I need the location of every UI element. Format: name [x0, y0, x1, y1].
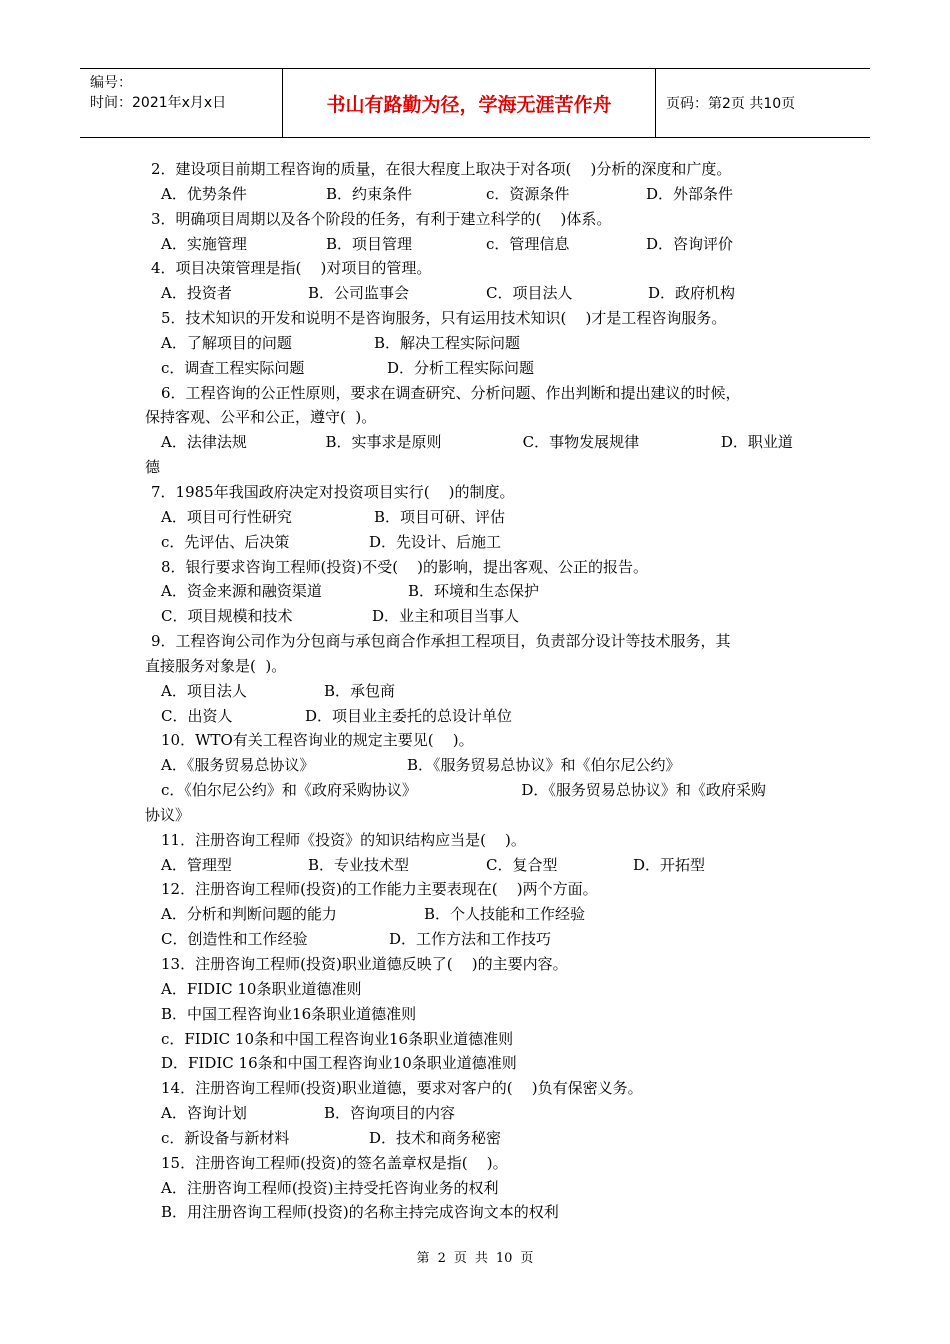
option-item: C．项目规模和技术: [161, 607, 293, 626]
option-item: D．业主和项目当事人: [372, 607, 520, 626]
question-text: 14．注册咨询工程师(投资)职业道德，要求对客户的( )负有保密义务。: [161, 1079, 643, 1098]
option-row: [145, 232, 810, 257]
option-item: B．环境和生态保护: [408, 582, 540, 601]
option-item: B．项目管理: [326, 234, 413, 253]
option-row: [145, 853, 810, 878]
option-row: [145, 1176, 810, 1201]
option-row: [145, 331, 810, 356]
option-item: D．工作方法和工作技巧: [389, 930, 552, 949]
option-row: [145, 1126, 810, 1151]
option-item: D．职业道: [720, 433, 793, 452]
question-text: 3．明确项目周期以及各个阶段的任务，有利于建立科学的( )体系。: [151, 209, 612, 228]
option-row: [145, 977, 810, 1002]
option-row: [145, 1027, 810, 1052]
option-item: A．投资者: [161, 284, 232, 303]
page-header: [80, 68, 870, 138]
question-text: 12．注册咨询工程师(投资)的工作能力主要表现在( )两个方面。: [161, 880, 598, 899]
option-row: [145, 604, 810, 629]
option-item: D．开拓型: [633, 855, 706, 874]
option-item: C．复合型: [486, 855, 558, 874]
option-row: [145, 505, 810, 530]
option-item: C．创造性和工作经验: [161, 930, 308, 949]
option-item: B．个人技能和工作经验: [424, 905, 586, 924]
doc-code-label: 编号：: [90, 75, 132, 91]
header-motto: [283, 69, 656, 137]
option-item: A．咨询计划: [161, 1104, 247, 1123]
option-row: [145, 356, 810, 381]
question-text: 7．1985年我国政府决定对投资项目实行( )的制度。: [151, 482, 515, 501]
option-item: c．调查工程实际问题: [161, 358, 305, 377]
option-item: B．实事求是原则: [325, 433, 442, 452]
option-item: B．中国工程咨询业16条职业道德准则: [161, 1004, 417, 1023]
option-row: [145, 182, 810, 207]
option-item: c．新设备与新材料: [161, 1128, 290, 1147]
option-row: [145, 1051, 810, 1076]
option-row: [145, 1101, 810, 1126]
option-row: [145, 281, 810, 306]
option-item: D．技术和商务秘密: [369, 1128, 502, 1147]
option-item: D．FIDIC 16条和中国工程咨询业10条职业道德准则: [161, 1054, 517, 1073]
option-item: C．出资人: [161, 706, 233, 725]
question-text: 11．注册咨询工程师《投资》的知识结构应当是( )。: [161, 830, 526, 849]
option-item: D．政府机构: [648, 284, 736, 303]
option-item: A．优势条件: [161, 184, 247, 203]
header-page-info: [656, 69, 870, 137]
option-item: C．事物发展规律: [522, 433, 640, 452]
question-continuation: 保持客观、公平和公正，遵守( )。: [145, 408, 377, 427]
header-meta: [80, 69, 283, 137]
footer-ye2: 页: [520, 1251, 534, 1266]
option-item: B．公司监事会: [308, 284, 410, 303]
option-row: [145, 679, 810, 704]
option-row: [145, 430, 810, 455]
option-item: A．法律法规: [161, 433, 247, 452]
question-text: 2．建设项目前期工程咨询的质量，在很大程度上取决于对各项( )分析的深度和广度。: [151, 160, 732, 178]
page-footer: [0, 1247, 950, 1266]
footer-ye: 页: [453, 1251, 467, 1266]
question-continuation: 直接服务对象是( )。: [145, 656, 287, 675]
option-row: [145, 778, 810, 803]
option-item: A．实施管理: [161, 234, 247, 253]
question-text: 5．技术知识的开发和说明不是咨询服务，只有运用技术知识( )才是工程咨询服务。: [161, 309, 727, 328]
option-row: [145, 902, 810, 927]
option-item: B．解决工程实际问题: [374, 333, 521, 352]
option-item: C．项目法人: [486, 284, 573, 303]
option-item: A．项目可行性研究: [161, 507, 292, 526]
option-item: c．FIDIC 10条和中国工程咨询业16条职业道德准则: [161, 1029, 514, 1048]
option-item: A．资金来源和融资渠道: [161, 582, 322, 601]
option-item: B．约束条件: [326, 184, 413, 203]
option-row: [145, 1200, 810, 1225]
question-text: 15．注册咨询工程师(投资)的签名盖章权是指( )。: [161, 1153, 508, 1172]
option-item: D．项目业主委托的总设计单位: [305, 706, 513, 725]
option-row: [145, 1002, 810, 1027]
option-item: B．项目可研、评估: [374, 507, 506, 526]
question-text: 6．工程咨询的公正性原则，要求在调查研究、分析问题、作出判断和提出建议的时候，: [161, 383, 741, 402]
footer-di: 第: [416, 1251, 430, 1266]
option-row: [145, 927, 810, 952]
footer-total: 10: [495, 1251, 513, 1266]
option-item: A．FIDIC 10条职业道德准则: [161, 979, 362, 998]
motto-text: 书山有路勤为径，学海无涯苦作舟: [326, 93, 612, 116]
option-item: B．《服务贸易总协议》和《伯尔尼公约》: [407, 756, 681, 775]
option-item: c．《伯尔尼公约》和《政府采购协议》: [161, 781, 417, 800]
question-text: 4．项目决策管理是指( )对项目的管理。: [151, 259, 432, 278]
question-text: 10．WTO有关工程咨询业的规定主要见( )。: [161, 731, 474, 750]
option-item: D．分析工程实际问题: [387, 358, 535, 377]
option-item: A．项目法人: [161, 681, 247, 700]
question-text: 8．银行要求咨询工程师(投资)不受( )的影响，提出客观、公正的报告。: [161, 557, 649, 576]
footer-page-num: 2: [437, 1251, 446, 1266]
option-item: A．了解项目的问题: [161, 333, 292, 352]
option-item: D．咨询评价: [646, 234, 734, 253]
page-info-text: 页码：第2页 共10页: [666, 96, 796, 112]
option-item: A．注册咨询工程师(投资)主持受托咨询业务的权利: [161, 1178, 499, 1197]
question-text: 13．注册咨询工程师(投资)职业道德反映了( )的主要内容。: [161, 955, 568, 973]
option-item: c．资源条件: [486, 184, 570, 203]
option-item: A．《服务贸易总协议》: [161, 756, 315, 775]
option-item: D．《服务贸易总协议》和《政府采购: [521, 781, 766, 800]
question-text: 9．工程咨询公司作为分包商与承包商合作承担工程项目，负责部分设计等技术服务，其: [151, 632, 731, 651]
option-item: B．咨询项目的内容: [324, 1104, 456, 1123]
option-row: [145, 704, 810, 729]
question-continuation: 德: [145, 458, 161, 477]
option-item: A．管理型: [161, 855, 232, 874]
option-row: [145, 579, 810, 604]
option-item: D．先设计、后施工: [369, 532, 502, 551]
option-item: c．先评估、后决策: [161, 532, 290, 551]
option-row: [145, 530, 810, 555]
question-continuation: 协议》: [145, 805, 191, 824]
option-item: D．外部条件: [646, 184, 734, 203]
option-row: [145, 753, 810, 778]
question-list: [145, 157, 810, 1225]
option-item: c．管理信息: [486, 234, 570, 253]
option-item: B．专业技术型: [308, 855, 410, 874]
doc-time-label: 时间：2021年x月x日: [90, 95, 227, 111]
option-item: B．用注册咨询工程师(投资)的名称主持完成咨询文本的权利: [161, 1203, 559, 1222]
option-item: A．分析和判断问题的能力: [161, 905, 337, 924]
option-item: B．承包商: [324, 681, 396, 700]
footer-gong: 共: [474, 1251, 488, 1266]
